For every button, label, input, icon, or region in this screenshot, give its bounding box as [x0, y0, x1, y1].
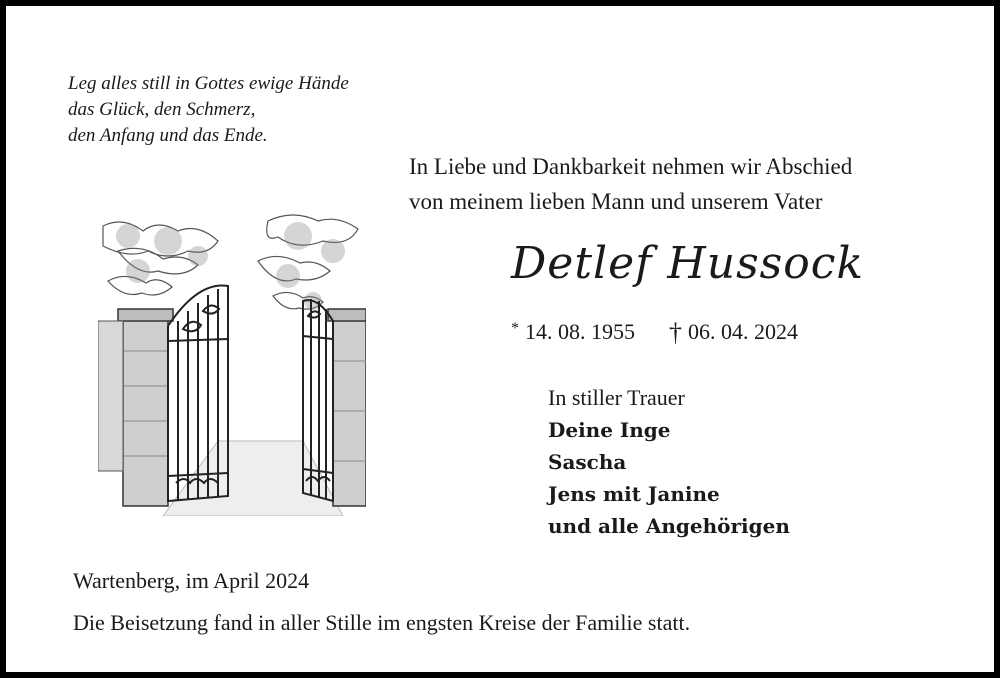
mourner-name: Deine Inge	[548, 418, 671, 442]
life-dates	[511, 318, 798, 348]
mourners-block	[548, 382, 790, 542]
death-cross-icon: †	[669, 318, 682, 347]
death-date: 06. 04. 2024	[688, 319, 798, 344]
mourner-name: Jens mit Janine	[548, 482, 720, 506]
poem	[68, 71, 349, 149]
garden-gate-icon	[98, 211, 366, 516]
intro-line: von meinem lieben Mann und unserem Vater	[409, 189, 823, 214]
mourner-name: und alle Angehörigen	[548, 514, 790, 538]
burial-note: Die Beisetzung fand in aller Stille im engsten Kreise der Familie statt.	[73, 610, 691, 635]
intro-text	[409, 149, 852, 219]
birth-symbol: *	[511, 320, 519, 337]
place-date: Wartenberg, im April 2024	[73, 568, 310, 593]
poem-line: Leg alles still in Gottes ewige Hände	[68, 73, 349, 94]
intro-line: In Liebe und Dankbarkeit nehmen wir Abschied	[409, 154, 853, 179]
birth-date: 14. 08. 1955	[525, 319, 635, 344]
deceased-name: Detlef Hussock	[511, 238, 865, 289]
mourners-heading: In stiller Trauer	[548, 385, 685, 410]
mourner-name: Sascha	[548, 450, 627, 474]
poem-line: den Anfang und das Ende.	[68, 125, 268, 146]
poem-line: das Glück, den Schmerz,	[68, 99, 256, 120]
